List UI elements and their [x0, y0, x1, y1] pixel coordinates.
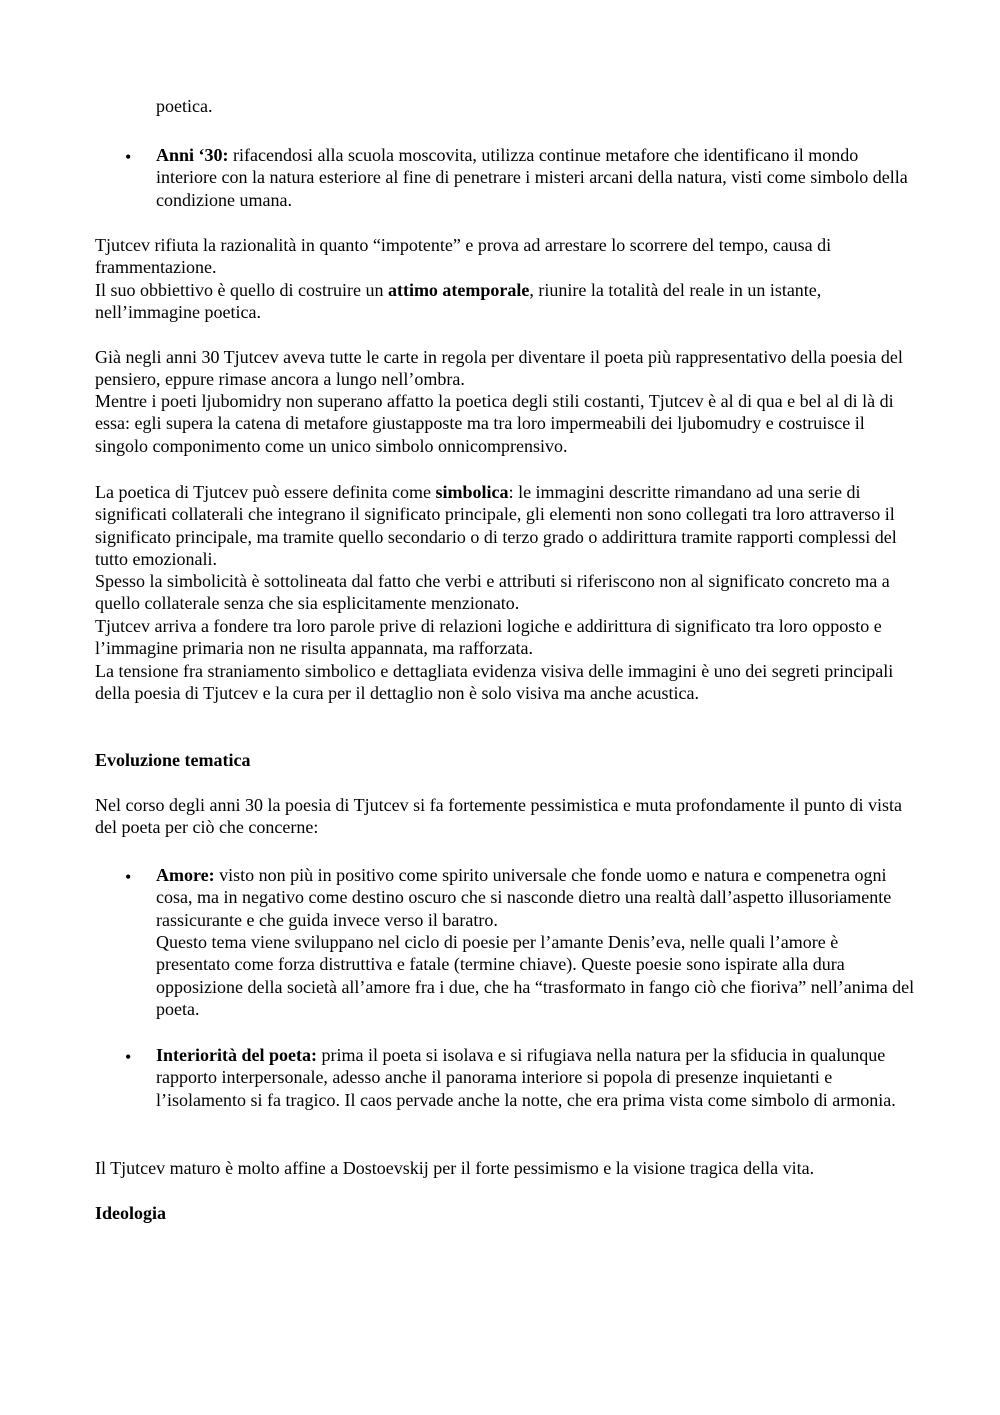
bullet-item-interiorita	[156, 1044, 916, 1111]
bullet-marker: •	[125, 1047, 132, 1067]
section-heading: Ideologia	[95, 1203, 167, 1223]
bold-term: attimo atemporale	[387, 280, 530, 300]
bold-term: simbolica	[435, 482, 509, 502]
bullet-text: prima il poeta si isolava e si rifugiava nella natura per la sfiducia in qualunque rapporto interpersonale, adesso anche il panorama interiore si popola di presenze inquietanti e l’isolamento si fa tragico. Il caos pervade anche la notte, che era prima vista come simbolo di armonia.	[156, 1045, 896, 1110]
paragraph: Tjutcev rifiuta la razionalità in quanto “impotente” e prova ad arrestare lo scorrere del tempo, causa di frammentazione.	[95, 235, 832, 278]
paragraph: Tjutcev arriva a fondere tra loro parole prive di relazioni logiche e addirittura di significato tra loro opposto e l’immagine primaria non ne risulta appannata, ma rafforzata.	[95, 616, 882, 659]
paragraph: Il Tjutcev maturo è molto affine a Dostoevskij per il forte pessimismo e la visione tragica della vita.	[95, 1158, 815, 1178]
section-heading: Evoluzione tematica	[95, 750, 251, 770]
paragraph	[95, 481, 910, 571]
bullet-term: Interiorità del poeta:	[156, 1045, 317, 1065]
bullet-item-anni-30	[156, 144, 916, 211]
paragraph: Già negli anni 30 Tjutcev aveva tutte le carte in regola per diventare il poeta più rappresentativo della poesia del pensiero, eppure rimase ancora a lungo nell’ombra.	[95, 347, 903, 390]
bullet-marker: •	[125, 867, 132, 887]
paragraph	[95, 279, 910, 324]
bullet-item-amore	[156, 864, 916, 931]
bullet-text: rifacendosi alla scuola moscovita, utilizza continue metafore che identificano il mondo interiore con la natura esteriore al fine di penetrare i misteri arcani della natura, visti come simbolo della condizione umana.	[156, 145, 908, 210]
bullet-subparagraph: Questo tema viene sviluppano nel ciclo di poesie per l’amante Denis’eva, nelle quali l’amore è presentato come forza distruttiva e fatale (termine chiave). Queste poesie sono ispirate alla dura opposizione della società all’amore fra i due, che ha “trasformato in fango ciò che fioriva” nell’anima del poeta.	[156, 932, 915, 1020]
paragraph: Nel corso degli anni 30 la poesia di Tjutcev si fa fortemente pessimistica e muta profondamente il punto di vista del poeta per ciò che concerne:	[95, 795, 902, 838]
paragraph: Mentre i poeti ljubomidry non superano affatto la poetica degli stili costanti, Tjutcev è al di qua e bel al di là di essa: egli supera la catena di metafore giustapposte ma tra loro impermeabili dei ljubomudry e costruisce il singolo componimento come un unico simbolo onnicomprensivo.	[95, 391, 894, 456]
text-run: La poetica di Tjutcev può essere definita come	[95, 482, 436, 502]
text-run: Il suo obbiettivo è quello di costruire un	[95, 280, 388, 300]
paragraph: Spesso la simbolicità è sottolineata dal fatto che verbi e attributi si riferiscono non al significato concreto ma a quello collaterale senza che sia esplicitamente menzionato.	[95, 571, 890, 614]
bullet-marker: •	[125, 147, 132, 167]
continued-text: poetica.	[156, 96, 213, 116]
bullet-text: visto non più in positivo come spirito universale che fonde uomo e natura e compenetra ogni cosa, ma in negativo come destino oscuro che si nasconde dietro una realtà dall’aspetto illusoriamente rassicurante e che guida invece verso il baratro.	[156, 865, 892, 930]
bullet-term: Amore:	[156, 865, 215, 885]
text-run: : le immagini descritte rimandano ad una serie di significati collaterali che integrano il significato principale, gli elementi non sono collegati tra loro attraverso il significato principale, ma tramite quello secondario o di terzo grado o addirittura tramite rapporti complessi del tutto emozionali.	[95, 482, 897, 570]
text-run: , riunire la totalità del reale in un istante, nell’immagine poetica.	[95, 280, 822, 323]
bullet-term: Anni ‘30:	[156, 145, 229, 165]
paragraph: La tensione fra straniamento simbolico e dettagliata evidenza visiva delle immagini è uno dei segreti principali della poesia di Tjutcev e la cura per il dettaglio non è solo visiva ma anche acustica.	[95, 661, 894, 704]
